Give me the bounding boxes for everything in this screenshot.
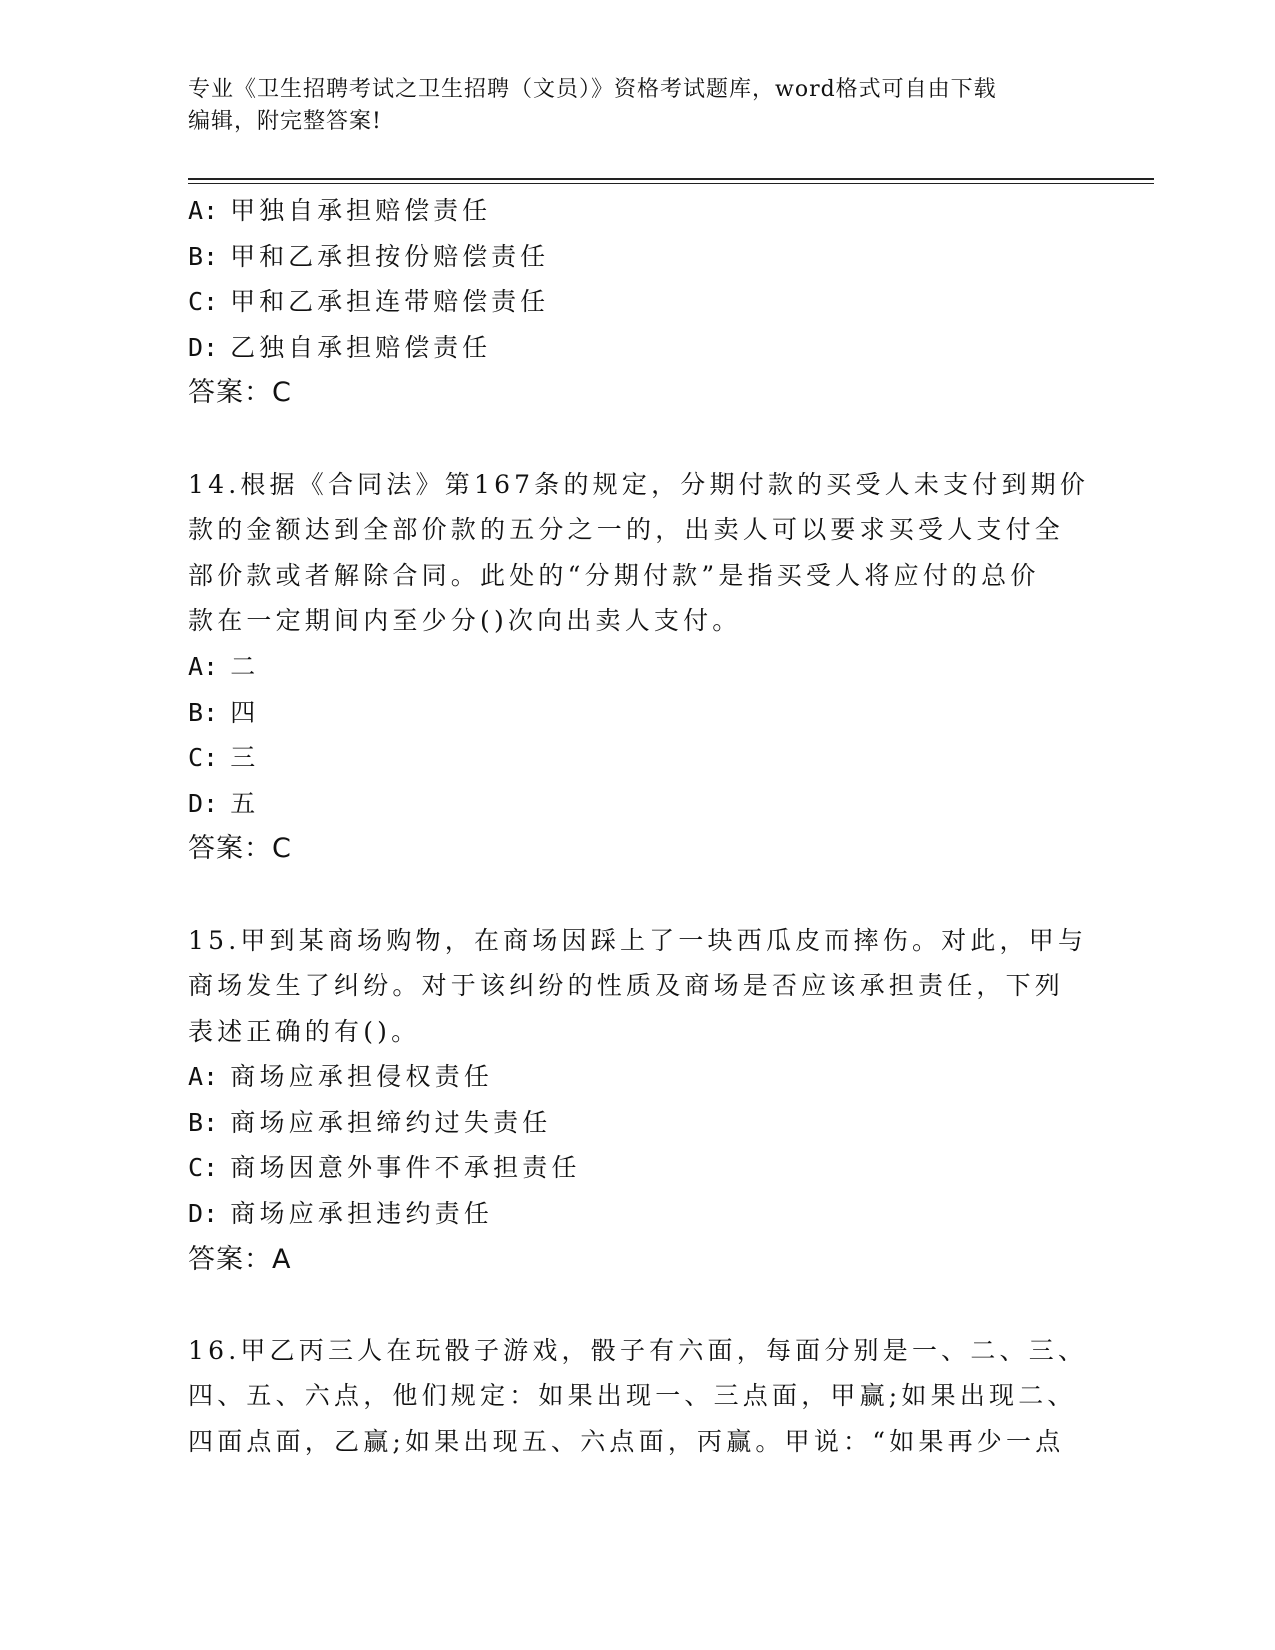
option-text: 乙独自承担赔偿责任 — [230, 332, 492, 362]
option-text: 四 — [230, 697, 260, 727]
option-letter: C: — [188, 1153, 219, 1183]
question-text-line: 14.根据《合同法》第167条的规定，分期付款的买受人未支付到期价 — [188, 469, 1090, 499]
option-d — [188, 1191, 1088, 1237]
option-text: 商场应承担缔约过失责任 — [230, 1107, 552, 1137]
question-15-answer: 答案：A — [188, 1243, 292, 1275]
spacer — [188, 416, 1088, 462]
option-text: 甲和乙承担连带赔偿责任 — [230, 287, 550, 317]
option-text: 甲独自承担赔偿责任 — [230, 196, 492, 225]
option-text: 商场因意外事件不承担责任 — [230, 1153, 581, 1183]
question-text-line: 16.甲乙丙三人在玩骰子游戏，骰子有六面，每面分别是一、二、三、 — [188, 1335, 1088, 1365]
spacer — [188, 1282, 1088, 1328]
option-d — [188, 781, 1088, 827]
option-b — [188, 690, 1088, 736]
question-text-line: 15.甲到某商场购物，在商场因踩上了一块西瓜皮而摔伤。对此，甲与 — [188, 925, 1088, 955]
option-letter: A: — [188, 1062, 219, 1092]
option-letter: C: — [188, 287, 219, 317]
option-letter: D: — [188, 788, 219, 818]
question-14 — [188, 462, 1088, 872]
option-b — [188, 234, 1088, 280]
option-letter: A: — [188, 196, 219, 225]
question-text-line: 款在一定期间内至少分()次向出卖人支付。 — [188, 606, 742, 636]
option-letter: D: — [188, 332, 219, 362]
option-b — [188, 1100, 1088, 1146]
option-letter: D: — [188, 1199, 219, 1229]
option-letter: C: — [188, 743, 219, 773]
question-14-answer: 答案：C — [188, 833, 292, 865]
header-rule-thick — [188, 178, 1154, 180]
option-letter: B: — [188, 241, 219, 271]
question-13-options — [188, 188, 1088, 416]
option-text: 五 — [230, 788, 260, 818]
option-letter: B: — [188, 697, 219, 727]
option-letter: A: — [188, 651, 219, 681]
question-text-line: 表述正确的有()。 — [188, 1016, 421, 1046]
question-16 — [188, 1328, 1088, 1465]
header-line-2: 编辑，附完整答案! — [188, 109, 382, 134]
option-text: 甲和乙承担按份赔偿责任 — [230, 241, 550, 271]
header-rule-thin — [188, 183, 1154, 184]
question-text-line: 部价款或者解除合同。此处的“分期付款”是指买受人将应付的总价 — [188, 560, 1040, 590]
question-13-answer: 答案：C — [188, 377, 292, 409]
option-c — [188, 279, 1088, 325]
option-d — [188, 325, 1088, 371]
option-c — [188, 735, 1088, 781]
question-content — [188, 188, 1088, 1465]
option-text: 商场应承担违约责任 — [230, 1199, 494, 1229]
question-text-line: 四、五、六点，他们规定：如果出现一、三点面，甲赢;如果出现二、 — [188, 1381, 1077, 1411]
option-text: 二 — [230, 651, 260, 681]
option-letter: B: — [188, 1107, 219, 1137]
spacer — [188, 872, 1088, 918]
option-a — [188, 188, 1088, 234]
question-15 — [188, 918, 1088, 1283]
option-a — [188, 1054, 1088, 1100]
document-header — [188, 74, 1088, 138]
question-text-line: 四面点面，乙赢;如果出现五、六点面，丙赢。甲说：“如果再少一点 — [188, 1427, 1065, 1457]
option-a — [188, 644, 1088, 690]
option-text: 商场应承担侵权责任 — [230, 1062, 494, 1092]
question-text-line: 商场发生了纠纷。对于该纠纷的性质及商场是否应该承担责任，下列 — [188, 971, 1065, 1001]
header-line-1: 专业《卫生招聘考试之卫生招聘（文员）》资格考试题库，word格式可自由下载 — [188, 77, 997, 102]
option-c — [188, 1145, 1088, 1191]
question-text-line: 款的金额达到全部价款的五分之一的，出卖人可以要求买受人支付全 — [188, 515, 1065, 545]
option-text: 三 — [230, 743, 260, 773]
